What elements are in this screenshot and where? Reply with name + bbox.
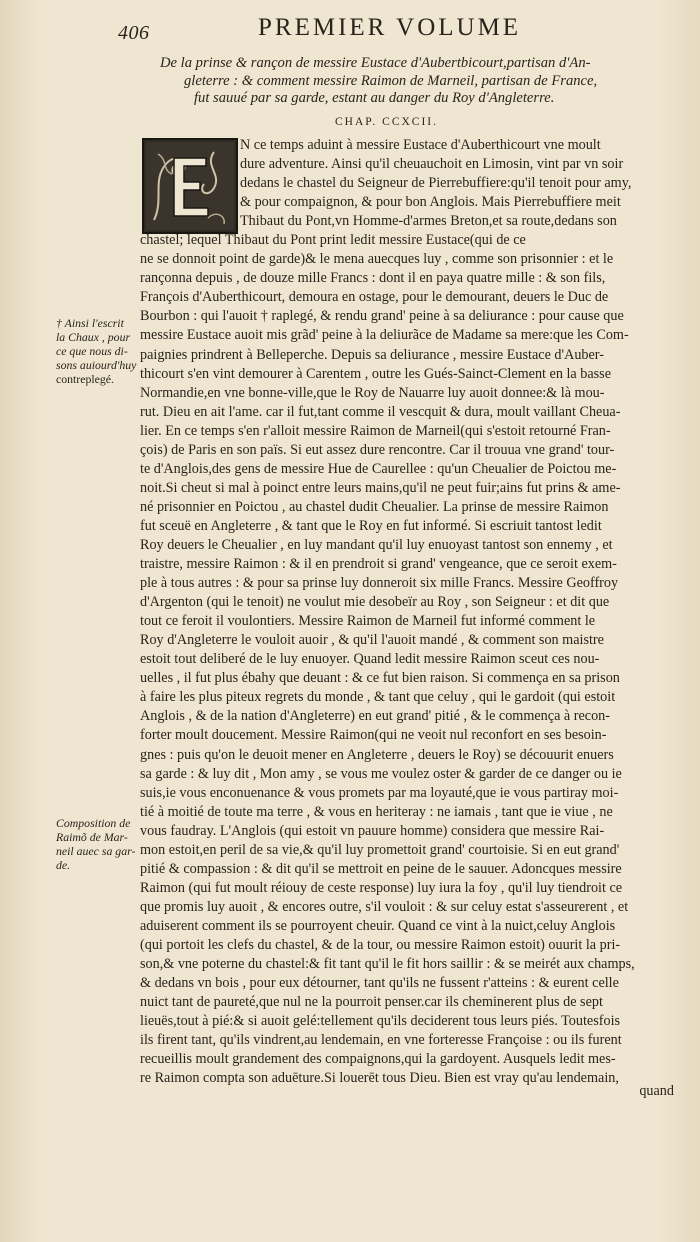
text-line: çois) de Paris en son païs. Si eut assez dure rencontre. Car il trouua vne grand' tour- <box>140 441 615 458</box>
text-line: noit.Si cheut si mal à poinct entre leurs mains,qu'il ne peut fuir;ains fut prins & ame- <box>140 479 621 496</box>
text-line: Normandie,en vne bonne-ville,que le Roy de Nauarre luy auoit donnee:& là mou- <box>140 384 605 401</box>
text-line: vous faudray. L'Anglois (qui estoit vn pauure homme) considera que messire Rai- <box>140 822 605 839</box>
text-line: pitié & compassion : & dit qu'il se mettroit en peine de le sauuer. Adoncques messire <box>140 860 622 877</box>
text-line: te d'Anglois,des gens de messire Hue de Caurellee : qu'un Cheualier de Poictou me- <box>140 460 617 477</box>
marginal-note-line: Raimõ de Mar- <box>56 830 128 844</box>
text-line: uelles , il fut plus ébahy que deuant : & ce fut bien raison. Si commença en sa prison <box>140 670 620 687</box>
text-line: lier. En ce temps s'en r'alloit messire Raimon de Marneil(qui s'estoit retourné Fran- <box>140 422 611 439</box>
text-line: Bourbon : qui l'auoit † raplegé, & rendu grand' peine à sa deliurance : pour cause que <box>140 308 624 325</box>
text-line: tout ce feroit il voulontiers. Messire Raimon de Marneil fut informé comment le <box>140 613 596 630</box>
text-line: Roy deuers le Cheualier , en luy mandant qu'il luy enuoyast tantost son ennemy , et <box>140 536 613 553</box>
text-line: messire Eustace auoit mis grãd' peine à la deliurãce de Madame sa mere:que les Com- <box>140 327 629 344</box>
text-line: fut sceuë en Angleterre , & tant que le Roy en fut informé. Si escriuit tantost ledit <box>140 517 602 534</box>
text-line: rançonna depuis , de douze mille Francs : dont il en paya quatre mille : & son fils, <box>140 270 606 287</box>
running-title: PREMIER VOLUME <box>258 14 522 41</box>
text-line: dedans le chastel du Seigneur de Pierrebuffiere:qu'il tenoit pour amy, <box>240 175 632 192</box>
text-line: lieuës,tout à pié:& si auoit gelé:tellement qu'ils deciderent tous leurs piés. Toutesfois <box>140 1013 621 1030</box>
text-line: paignies prindrent à Belleperche. Depuis sa deliurance , messire Eustace d'Auber- <box>140 346 604 363</box>
text-line: à faire les plus piteux regrets du monde , & tant que celuy , qui le gardoit (qui estoit <box>140 689 616 706</box>
text-line: que promis luy auoit , & encores outre, s'il vouloit : & sur celuy estat s'asseurerent , et <box>140 898 629 915</box>
text-line: ils firent tant, qu'ils vindrent,au lendemain, en vne forteresse Françoise : ou ils furent <box>140 1032 622 1049</box>
text-line: sa garde : & luy dit , Mon amy , se vous me voulez oster & garder de ce danger ou ie <box>140 765 622 782</box>
text-line: re Raimon compta son aduēture.Si louerēt tous Dieu. Bien est vray qu'au lendemain, <box>140 1070 619 1087</box>
body-text <box>140 136 674 1088</box>
text-line: Roy d'Angleterre le vouloit auoir , & qu'il l'auoit mandé , & comment son maistre <box>140 632 604 649</box>
marginal-note-line: † Ainsi l'escrit <box>56 316 124 330</box>
summary-line: gleterre : & comment messire Raimon de Marneil, partisan de France, <box>184 72 598 89</box>
text-line: chastel; lequel Thibaut du Pont print ledit messire Eustace(qui de ce <box>140 232 526 249</box>
text-line: Anglois , & de la nation d'Angleterre) en eut grand' pitié , & le commença à recon- <box>140 708 610 725</box>
marginal-note-line: contreplegé. <box>56 372 114 386</box>
text-line: né prisonnier en Poictou , au chastel dudit Cheualier. La prinse de messire Raimon <box>140 498 609 515</box>
chapter-summary <box>160 55 660 108</box>
text-line: (qui portoit les clefs du chastel, & de la tour, ou messire Raimon estoit) ouurit la pri- <box>140 936 621 953</box>
text-line: aduiserent comment ils se pourroyent cheuir. Quand ce vint à la nuict,celuy Anglois <box>140 917 616 934</box>
marginal-note-line: ce que nous di- <box>56 344 128 358</box>
catchword: quand <box>639 1083 674 1099</box>
chapter-number: CHAP. CCXCII. <box>335 116 439 128</box>
marginal-note-line: Composition de <box>56 816 131 830</box>
text-line: rut. Dieu en ait l'ame. car il fut,tant comme il vescquit & dura, moult vaillant Cheua- <box>140 403 621 420</box>
marginal-note-line: de. <box>56 858 71 872</box>
text-line: traistre, messire Raimon : & il en prendroit si grand' vengeance, que ce seroit exem- <box>140 556 617 573</box>
text-line: son,& vne poterne du chastel:& fit tant qu'il le fit hors saillir : & se meirét aux champs, <box>140 956 635 973</box>
text-line: Thibaut du Pont,vn Homme-d'armes Breton,et sa route,dedans son <box>240 213 617 230</box>
summary-line: De la prinse & rançon de messire Eustace d'Aubertbicourt,partisan d'An- <box>160 55 591 71</box>
text-line: Raimon (qui fut moult réiouy de ceste response) luy iura la foy , qu'il luy tiendroit ce <box>140 879 623 896</box>
marginal-note <box>56 816 138 872</box>
text-line: thicourt s'en vint demourer à Carentem , outre les Gués-Sainct-Clement en la basse <box>140 365 611 382</box>
text-line: forter moult doucement. Messire Raimon(qui ne veoit nul reconfort en ses besoin- <box>140 727 607 744</box>
text-line: ple à tous autres : & pour sa prinse luy donneroit six mille Francs. Messire Geoffroy <box>140 575 619 592</box>
summary-line: fut sauué par sa garde, estant au danger du Roy d'Angleterre. <box>194 90 555 106</box>
text-line: suis,ie vous enconuenance & vous promets par ma loyauté,que ie vous partiray moi- <box>140 784 619 801</box>
text-line: ne se donnoit point de garde)& le mena auecques luy , comme son prisonnier : et le <box>140 251 614 268</box>
marginal-note-line: neil auec sa gar- <box>56 844 136 858</box>
marginal-note <box>56 316 138 386</box>
marginal-note-line: sons auiourd'huy <box>56 358 137 372</box>
text-line: & pour compaignon, & pour bon Anglois. Mais Pierrebuffiere meit <box>240 194 621 211</box>
page-number: 406 <box>118 22 150 44</box>
text-line: estoit tout deliberé de le luy enuoyer. Quand ledit messire Raimon sceut ces nou- <box>140 651 600 668</box>
text-line: François d'Auberthicourt, demoura en ostage, pour le demourant, deuers le Duc de <box>140 289 609 306</box>
marginal-note-line: la Chaux , pour <box>56 330 131 344</box>
text-line: d'Argenton (qui le tenoit) ne voulut mie desobeïr au Roy , son Seigneur : et dit que <box>140 594 610 611</box>
text-line: nuict tant de paureté,que nul ne la pourroit penser.car ils cheminerent plus de sept <box>140 994 603 1011</box>
text-line: recueillis moult grandement des compaignons,qui la gardoyent. Ausquels ledit mes- <box>140 1051 616 1068</box>
text-line: mon estoit,en peril de sa vie,& qu'il luy promettoit grand' courtoisie. Si en eut grand' <box>140 841 620 858</box>
text-line: & dedans vn bois , pour eux détourner, tant qu'ils ne fussent r'atteins : & eurent celle <box>140 975 619 992</box>
text-line: N ce temps aduint à messire Eustace d'Auberthicourt vne moult <box>240 137 601 153</box>
text-line: tié à moitié de toute ma terre , & vous en heriteray : ne iamais , tant que ie viue , ne <box>140 803 613 820</box>
text-line: gnes : puis qu'on le deuoit mener en Angleterre , deuers le Roy) se découurit enuers <box>140 746 614 763</box>
text-line: dure adventure. Ainsi qu'il cheuauchoit en Limosin, vint par vn soir <box>240 156 624 173</box>
